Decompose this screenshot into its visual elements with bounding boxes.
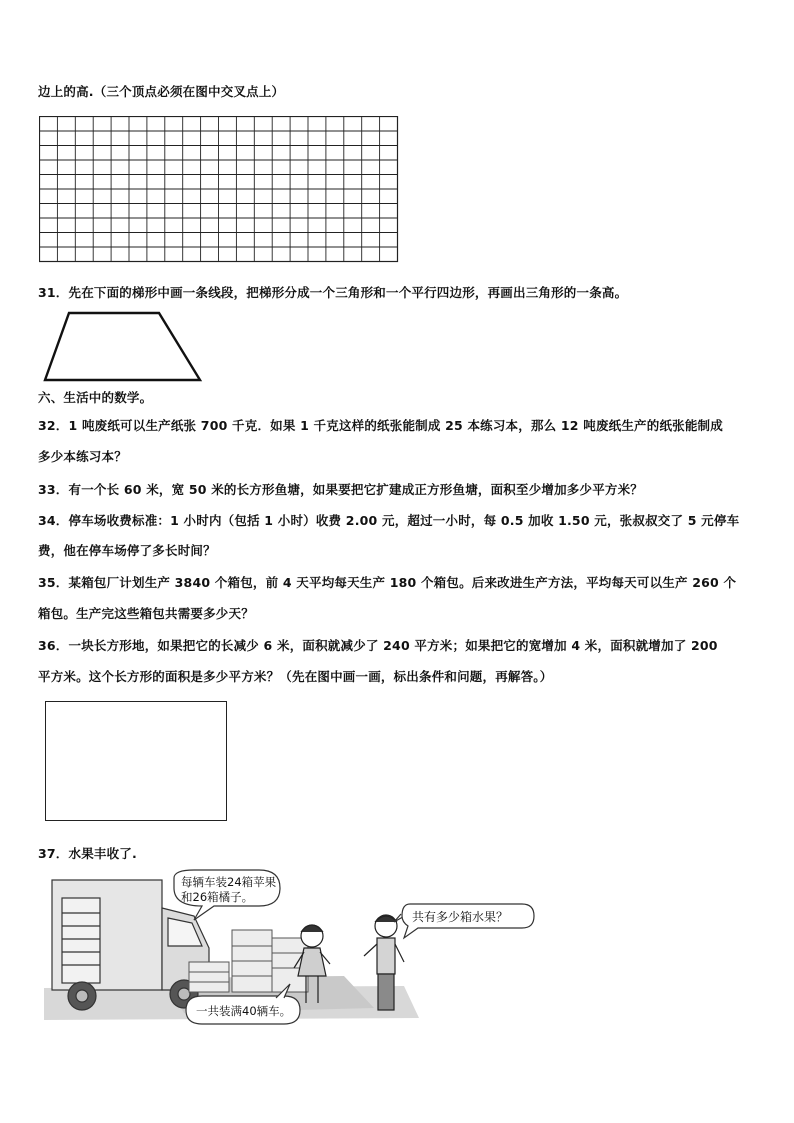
bubble-1-line-2: 和26箱橘子。 xyxy=(181,890,254,904)
question-33: 33．有一个长 60 米，宽 50 米的长方形鱼塘，如果要把它扩建成正方形鱼塘，面积至少增加多少平方米？ xyxy=(38,482,643,497)
question-36-line-1: 36．一块长方形地，如果把它的长减少 6 米，面积就减少了 240 平方米；如果把它的宽增加 4 米，面积就增加了 200 xyxy=(38,638,718,653)
fruit-truck-illustration xyxy=(44,868,424,1032)
question-32-line-2: 多少本练习本？ xyxy=(38,449,127,464)
speech-bubble-truck-load xyxy=(174,870,280,920)
bubble-2-text: 共有多少箱水果？ xyxy=(412,910,509,924)
question-36-line-2: 平方米。这个长方形的面积是多少平方米？（先在图中画一画，标出条件和问题，再解答。） xyxy=(38,669,553,684)
bubble-3-text: 一共装满40辆车。 xyxy=(196,1004,292,1018)
question-35-line-2: 箱包。生产完这些箱包共需要多少天？ xyxy=(38,606,254,621)
instruction-line-1: 边上的高.（三个顶点必须在图中交叉点上） xyxy=(38,84,285,99)
question-34-line-2: 费，他在停车场停了多长时间？ xyxy=(38,543,216,558)
question-37: 37．水果丰收了. xyxy=(38,846,137,861)
question-bubble-wrap xyxy=(398,900,538,944)
question-31: 31．先在下面的梯形中画一条线段，把梯形分成一个三角形和一个平行四边形，再画出三角形的一条高。 xyxy=(38,285,628,300)
rectangle-drawing-box xyxy=(45,701,227,821)
question-34-line-1: 34．停车场收费标准：1 小时内（包括 1 小时）收费 2.00 元，超过一小时，每 0.5 加收 1.50 元，张叔叔交了 5 元停车 xyxy=(38,513,740,528)
question-35-line-1: 35．某箱包厂计划生产 3840 个箱包，前 4 天平均每天生产 180 个箱包。后来改进生产方法，平均每天可以生产 260 个 xyxy=(38,575,737,590)
bubble-1-line-1: 每辆车装24箱苹果 xyxy=(181,875,277,889)
section-6-heading: 六、生活中的数学。 xyxy=(38,390,153,405)
question-32-line-1: 32．1 吨废纸可以生产纸张 700 千克．如果 1 千克这样的纸张能制成 25 本练习本，那么 12 吨废纸生产的纸张能制成 xyxy=(38,418,723,433)
trapezoid-figure xyxy=(42,310,207,389)
grid-paper xyxy=(39,116,399,267)
